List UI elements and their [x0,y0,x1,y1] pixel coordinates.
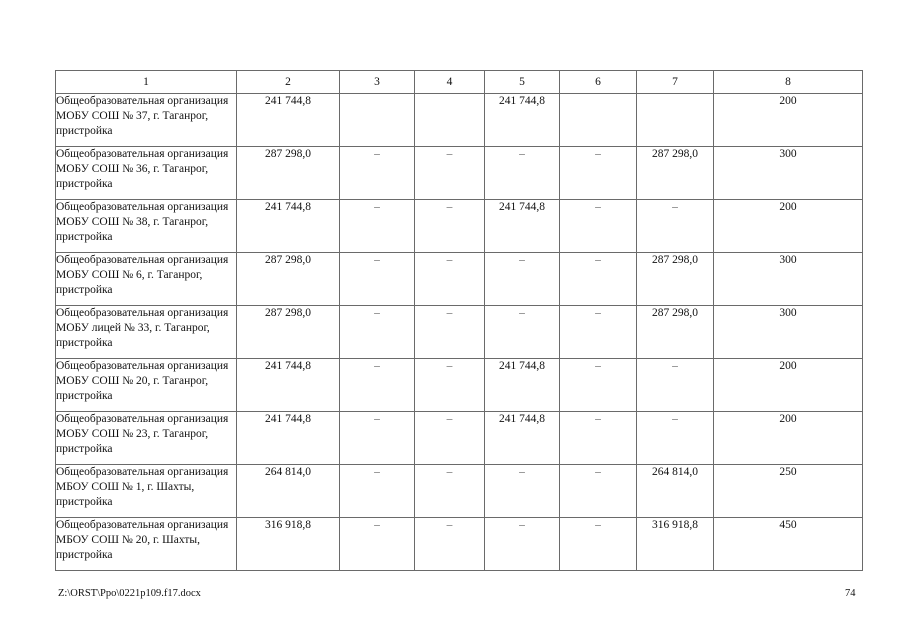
value-cell [637,94,714,147]
value-cell: – [560,518,637,571]
value-cell: 241 744,8 [485,200,560,253]
table-header-row [56,71,863,94]
organization-name-cell: Общеобразовательная организация МОБУ СОШ № 36, г. Таганрог, пристройка [56,147,237,200]
table-row [56,306,863,359]
table-row [56,253,863,306]
value-cell: 241 744,8 [237,359,340,412]
organization-name-cell: Общеобразовательная организация МОБУ СОШ № 23, г. Таганрог, пристройка [56,412,237,465]
value-cell: – [415,147,485,200]
value-cell: – [560,253,637,306]
value-cell [560,94,637,147]
value-cell: 241 744,8 [485,412,560,465]
value-cell: – [485,518,560,571]
organization-name-cell: Общеобразовательная организация МОБУ СОШ № 37, г. Таганрог, пристройка [56,94,237,147]
value-cell: – [340,412,415,465]
value-cell: – [560,359,637,412]
value-cell: – [340,200,415,253]
table-row [56,147,863,200]
value-cell: 241 744,8 [237,412,340,465]
value-cell: 287 298,0 [237,147,340,200]
value-cell: – [415,518,485,571]
value-cell: 241 744,8 [237,94,340,147]
value-cell: 287 298,0 [237,306,340,359]
value-cell: 241 744,8 [237,200,340,253]
organization-name-cell: Общеобразовательная организация МОБУ СОШ № 20, г. Таганрог, пристройка [56,359,237,412]
value-cell: 241 744,8 [485,359,560,412]
value-cell: – [415,359,485,412]
value-cell: – [340,518,415,571]
value-cell [415,94,485,147]
column-header: 5 [485,71,560,94]
capacity-cell: 250 [714,465,863,518]
value-cell: 316 918,8 [637,518,714,571]
value-cell: – [485,147,560,200]
table-row [56,412,863,465]
footer-file-path: Z:\ORST\Ppo\0221p109.f17.docx [58,588,201,599]
table-row [56,465,863,518]
capacity-cell: 450 [714,518,863,571]
value-cell: 316 918,8 [237,518,340,571]
value-cell: – [340,306,415,359]
column-header: 6 [560,71,637,94]
value-cell: – [340,253,415,306]
value-cell: – [415,253,485,306]
capacity-cell: 200 [714,200,863,253]
value-cell: 264 814,0 [237,465,340,518]
capacity-cell: 200 [714,412,863,465]
capacity-cell: 300 [714,306,863,359]
value-cell: 264 814,0 [637,465,714,518]
value-cell: – [560,147,637,200]
organization-name-cell: Общеобразовательная организация МОБУ СОШ № 38, г. Таганрог, пристройка [56,200,237,253]
page-number: 74 [845,588,856,599]
capacity-cell: 300 [714,147,863,200]
value-cell: 287 298,0 [637,147,714,200]
column-header: 7 [637,71,714,94]
value-cell: – [340,359,415,412]
value-cell: – [560,306,637,359]
table-row [56,359,863,412]
column-header: 4 [415,71,485,94]
value-cell: – [415,200,485,253]
table-row [56,94,863,147]
value-cell: – [485,253,560,306]
value-cell: – [637,200,714,253]
capacity-cell: 300 [714,253,863,306]
value-cell: – [637,412,714,465]
value-cell: – [485,306,560,359]
value-cell: 241 744,8 [485,94,560,147]
table-row [56,200,863,253]
value-cell: 287 298,0 [637,253,714,306]
value-cell [340,94,415,147]
value-cell: – [340,147,415,200]
table-row [56,518,863,571]
value-cell: – [560,412,637,465]
value-cell: – [415,465,485,518]
column-header: 2 [237,71,340,94]
organization-name-cell: Общеобразовательная организация МБОУ СОШ № 1, г. Шахты, пристройка [56,465,237,518]
value-cell: – [560,200,637,253]
value-cell: – [415,306,485,359]
value-cell: 287 298,0 [237,253,340,306]
value-cell: 287 298,0 [637,306,714,359]
organization-name-cell: Общеобразовательная организация МОБУ СОШ № 6, г. Таганрог, пристройка [56,253,237,306]
value-cell: – [340,465,415,518]
value-cell: – [485,465,560,518]
column-header: 3 [340,71,415,94]
organization-name-cell: Общеобразовательная организация МОБУ лицей № 33, г. Таганрог, пристройка [56,306,237,359]
column-header: 1 [56,71,237,94]
value-cell: – [637,359,714,412]
capacity-cell: 200 [714,359,863,412]
value-cell: – [560,465,637,518]
organization-name-cell: Общеобразовательная организация МБОУ СОШ № 20, г. Шахты, пристройка [56,518,237,571]
value-cell: – [415,412,485,465]
capacity-cell: 200 [714,94,863,147]
data-table [55,70,863,571]
column-header: 8 [714,71,863,94]
